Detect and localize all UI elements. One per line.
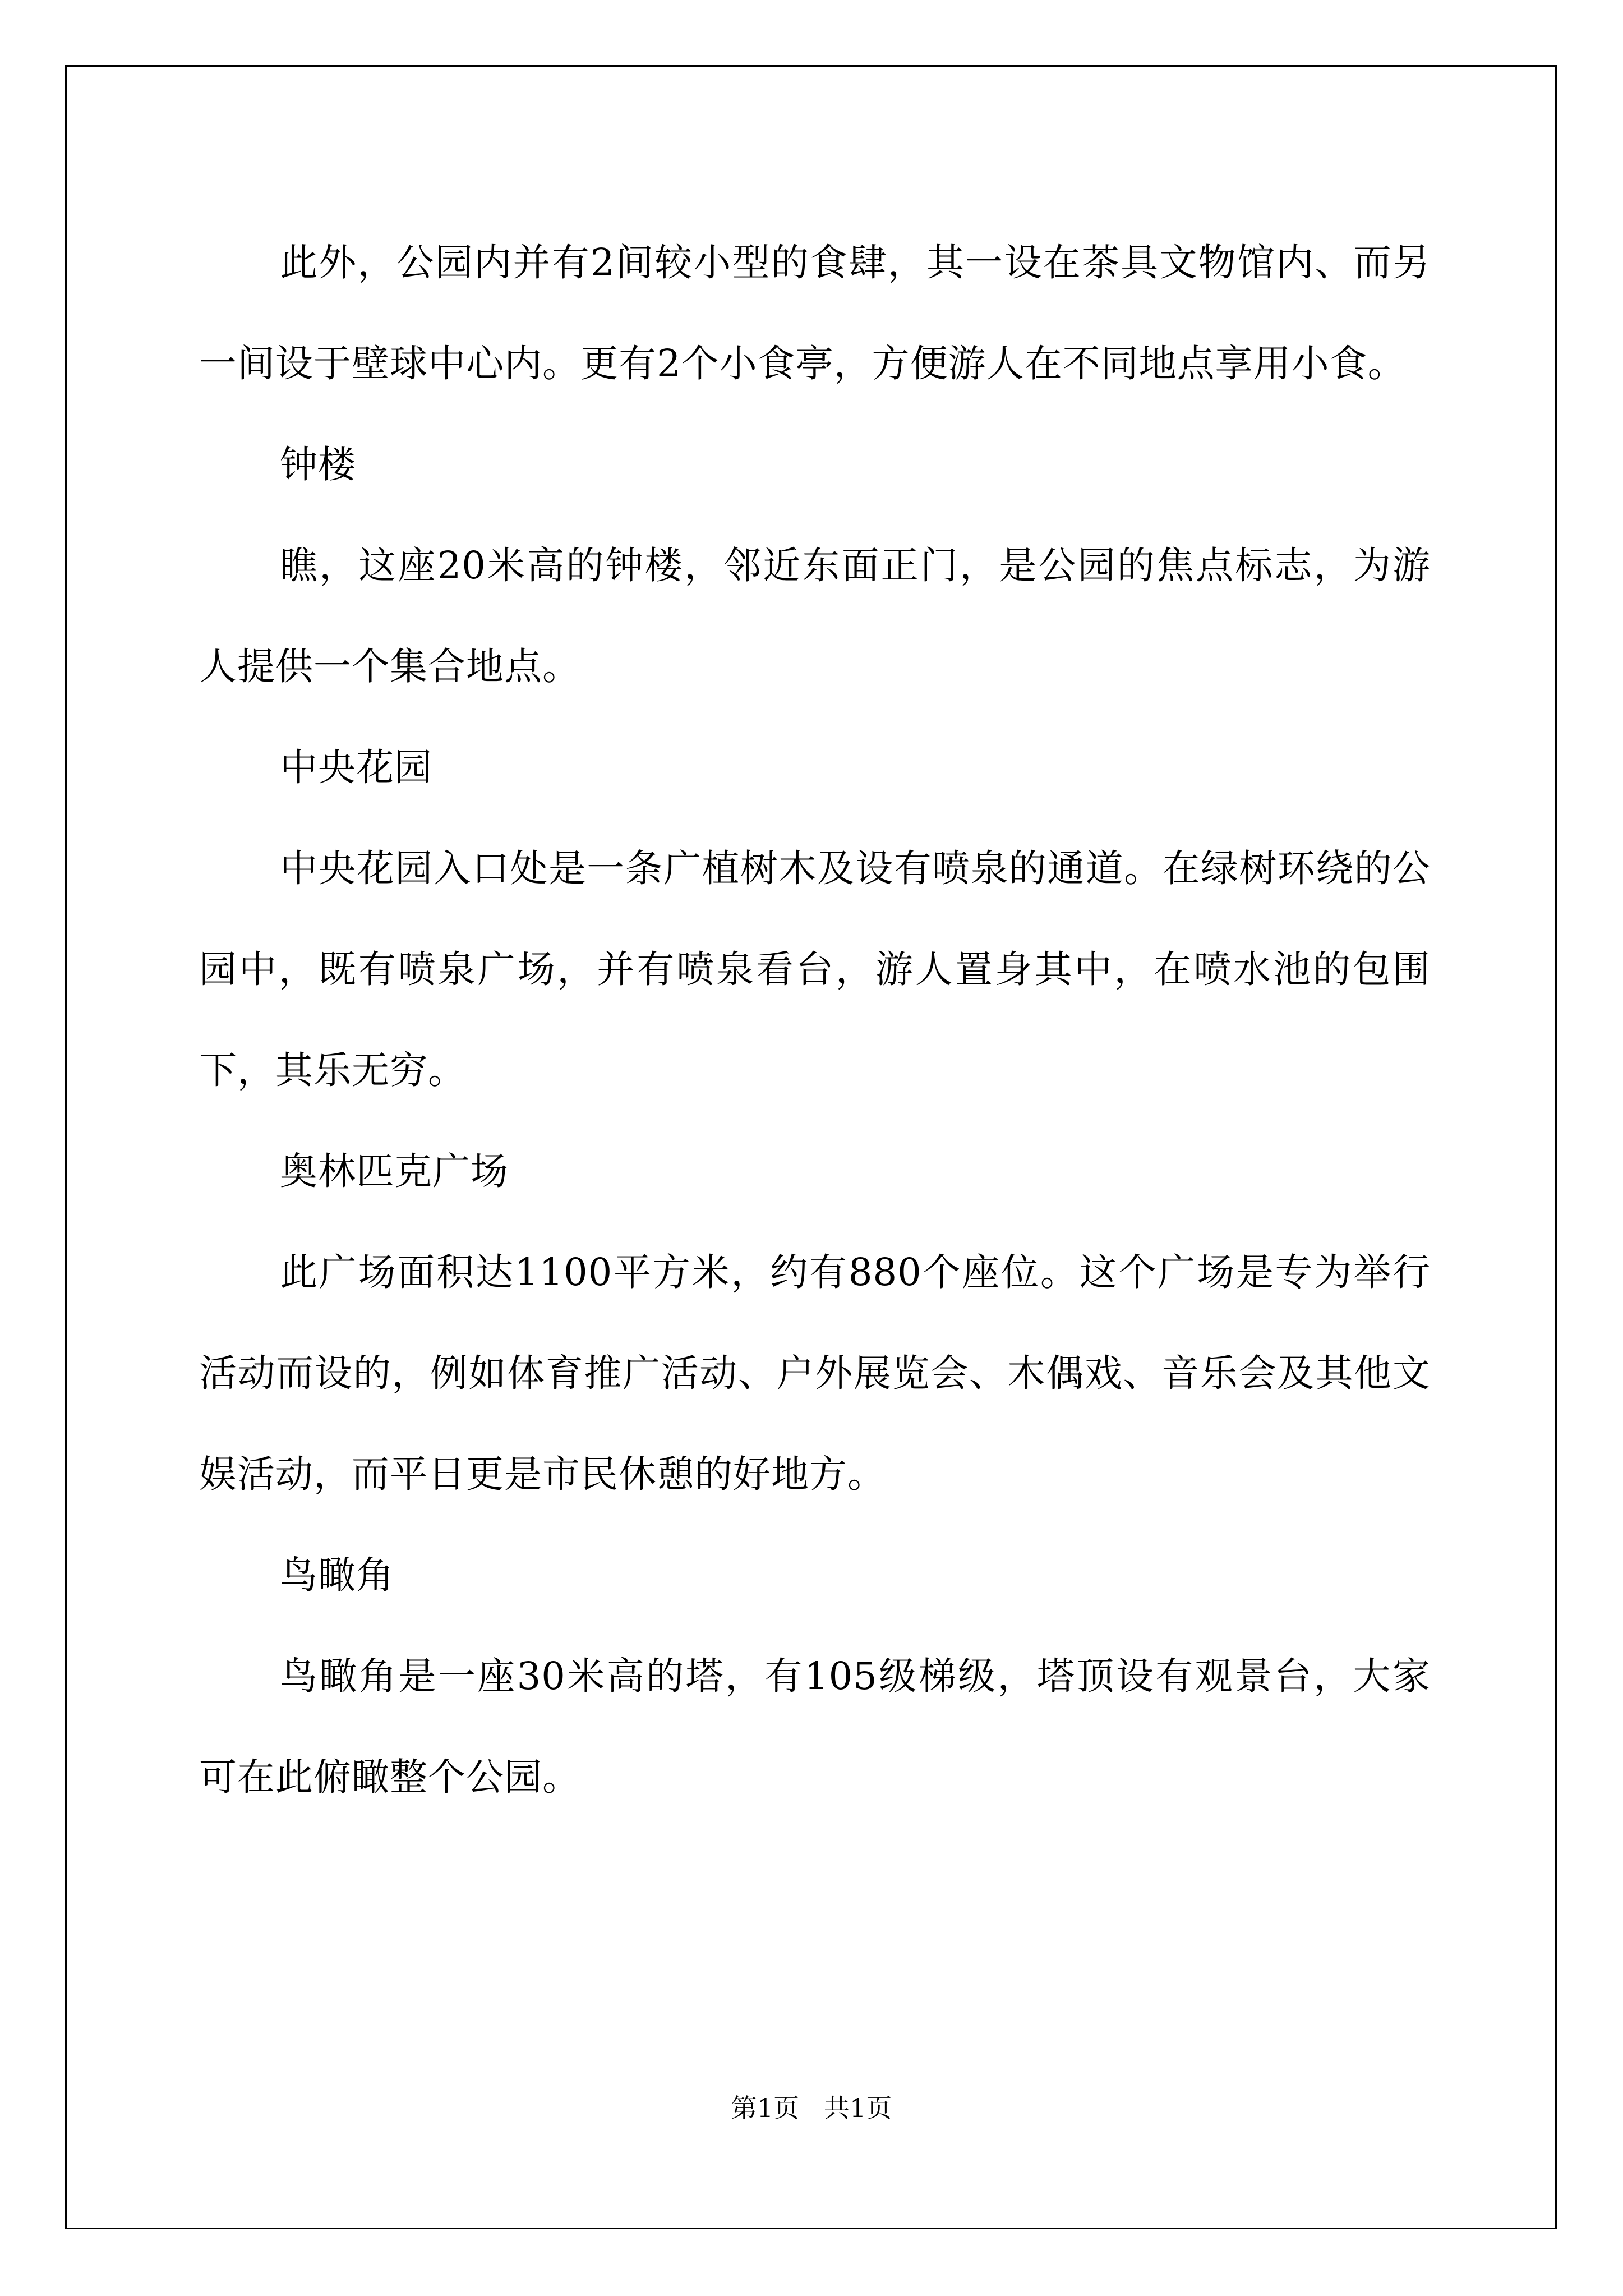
- document-body: [199, 212, 1431, 1828]
- heading-olympic-square: 奥林匹克广场: [280, 1149, 509, 1193]
- paragraph-clock-tower: 瞧，这座20米高的钟楼，邻近东面正门，是公园的焦点标志，为游人提供一个集合地点。: [199, 544, 1431, 688]
- paragraph-birds-eye-corner: 鸟瞰角是一座30米高的塔，有105级梯级，塔顶设有观景台，大家可在此俯瞰整个公园。: [199, 1654, 1431, 1799]
- heading-clock-tower: 钟楼: [280, 443, 356, 486]
- heading-central-garden: 中央花园: [280, 746, 432, 789]
- page-number-current: 第1页: [731, 2093, 799, 2123]
- paragraph-central-garden: 中央花园入口处是一条广植树木及设有喷泉的通道。在绿树环绕的公园中，既有喷泉广场，并有喷泉看台，游人置身其中，在喷水池的包围下，其乐无穷。: [199, 846, 1431, 1092]
- page-footer: [0, 2091, 1623, 2125]
- paragraph-restaurants: 此外，公园内并有2间较小型的食肆，其一设在茶具文物馆内、而另一间设于壁球中心内。更有2个小食亭，方便游人在不同地点享用小食。: [199, 241, 1431, 385]
- heading-birds-eye-corner: 鸟瞰角: [280, 1553, 394, 1597]
- page-number-total: 共1页: [824, 2093, 892, 2123]
- paragraph-olympic-square: 此广场面积达1100平方米，约有880个座位。这个广场是专为举行活动而设的，例如体育推广活动、户外展览会、木偶戏、音乐会及其他文娱活动，而平日更是市民休憩的好地方。: [199, 1250, 1431, 1496]
